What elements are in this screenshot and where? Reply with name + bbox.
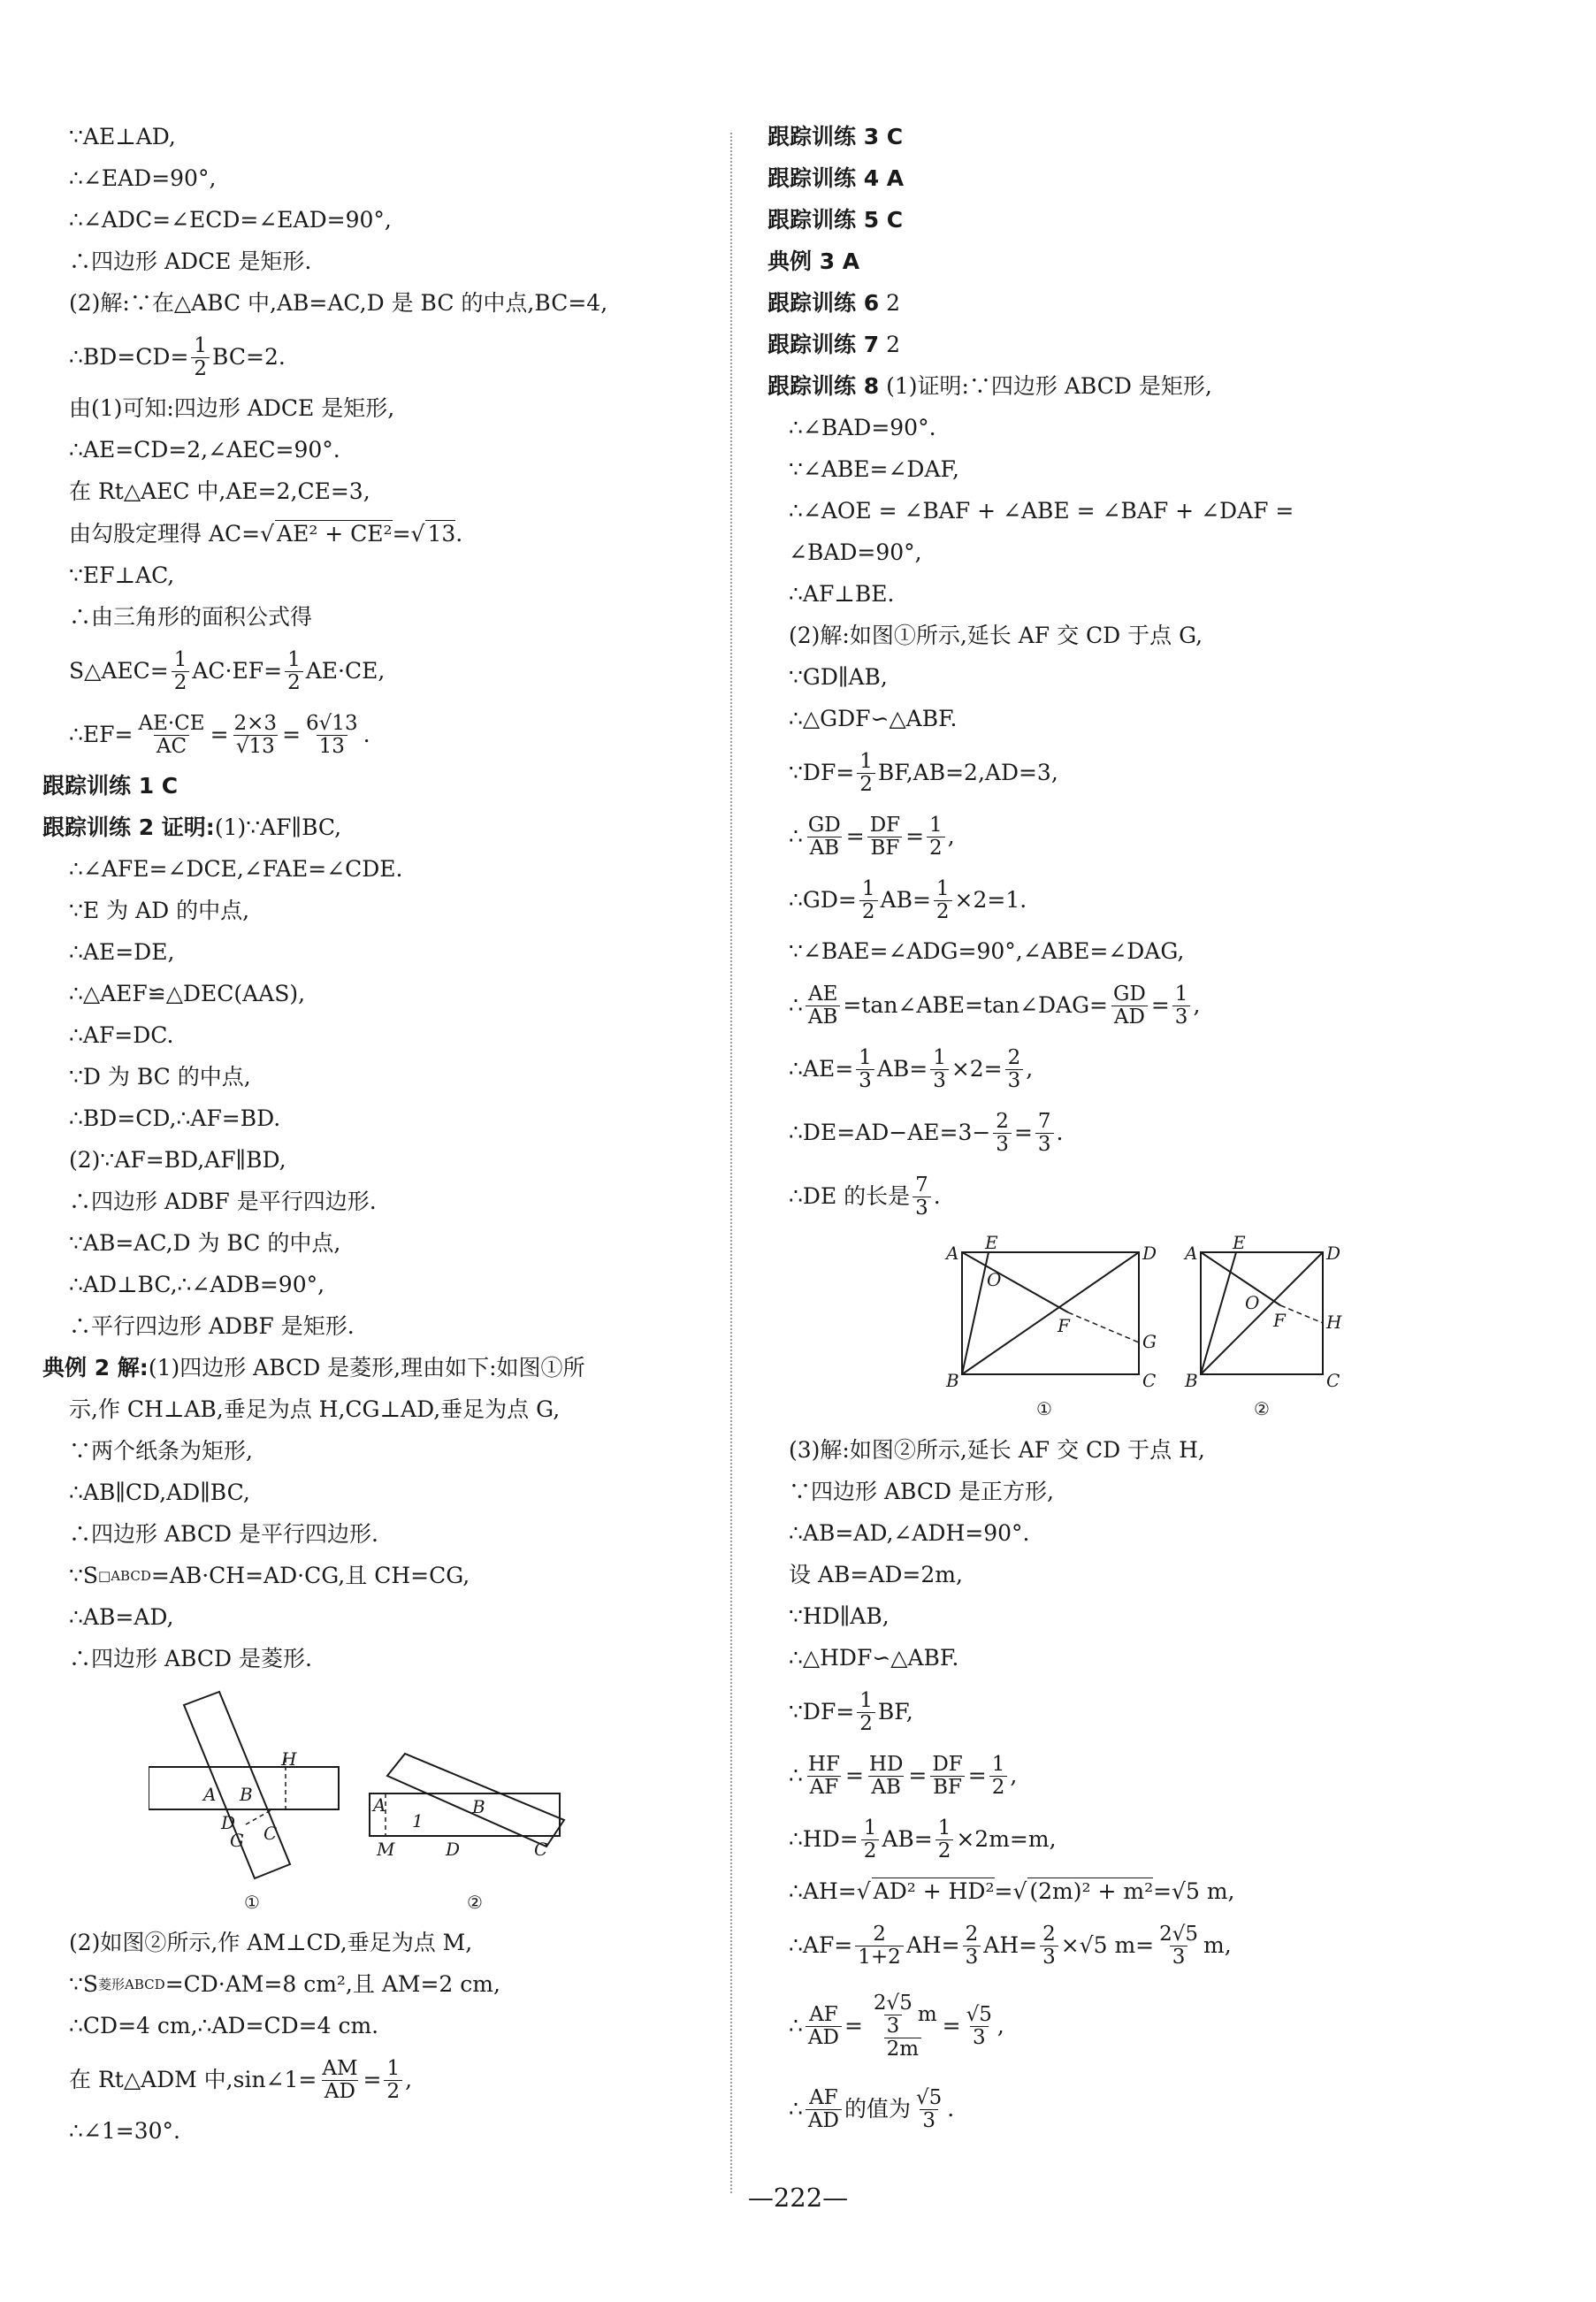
label-E: E [985, 1235, 998, 1253]
text-line: ∵∠ABE=∠DAF, [789, 456, 959, 482]
math-line: ∴BD=CD= $\frac{1}{2}$ BC=2. [69, 333, 286, 380]
fraction: $\frac{2}{3}$ [1040, 1923, 1058, 1969]
label-A: A [946, 1243, 959, 1264]
text-line: ∴AE=DE, [69, 939, 175, 965]
section-heading: 跟踪训练 4 A [767, 165, 905, 191]
text-line: 设 AB=AD=2m, [789, 1562, 963, 1587]
fraction: $\frac{1}{3}$ [1172, 983, 1191, 1029]
text-line: ∵S □ABCD =AB·CH=AD·CG,且 CH=CG, [69, 1563, 470, 1588]
fraction: $\frac{DF}{BF}$ [867, 814, 903, 860]
text-line: (2)解:如图①所示,延长 AF 交 CD 于点 G, [789, 623, 1203, 648]
fraction: $\frac{1}{2}$ [857, 1690, 875, 1735]
math-line: ∴EF= $\frac{AE\cdot CE}{AC}$ = $\frac{2\times 3}{√13}$ = $\frac{6√13}{13}$ . [69, 711, 370, 758]
figure-caption: ② [467, 1892, 483, 1913]
text-line: ∴△GDF∽△ABF. [789, 706, 958, 731]
fraction: $\frac{1}{2}$ [285, 649, 303, 694]
math-line: S△AEC= $\frac{1}{2}$ AC·EF= $\frac{1}{2}$ AE·CE, [69, 647, 386, 694]
text-line: ∴∠BAD=90°. [789, 415, 936, 440]
label-O: O [1245, 1292, 1260, 1313]
text-line: (2)∵AF=BD,AF∥BD, [69, 1147, 286, 1173]
fraction: $\frac{1}{2}$ [191, 335, 210, 380]
fraction: $\frac{1}{2}$ [857, 751, 875, 796]
text-line: ∴AD⊥BC,∴∠ADB=90°, [69, 1272, 325, 1297]
math-line: ∴DE 的长是 $\frac{7}{3}$ . [789, 1173, 941, 1220]
math-line: ∴AF= $\frac{2}{1+2}$ AH= $\frac{2}{3}$ AH= $\frac{2}{3}$ ×√5 m= $\frac{2√5}{3}$ m, [789, 1922, 1232, 1969]
fraction: $\frac{DF}{BF}$ [929, 1754, 965, 1799]
math-line: 在 Rt△ADM 中,sin∠1= $\frac{AM}{AD}$ = $\frac{1}{2}$ , [69, 2056, 413, 2103]
figure-rectangles [767, 1235, 1528, 1425]
fraction: $\frac{2\times 3}{√13}$ [233, 711, 278, 758]
text-line: ∴∠AOE = ∠BAF + ∠ABE = ∠BAF + ∠DAF = [789, 498, 1294, 524]
text-line: ∴∠EAD=90°, [69, 165, 217, 191]
text-line: ∴BD=CD,∴AF=BD. [69, 1105, 281, 1131]
text-line: ∵GD∥AB, [789, 664, 888, 690]
text-line: ∴∠ADC=∠ECD=∠EAD=90°, [69, 207, 392, 233]
label-M: M [377, 1839, 395, 1860]
fraction: $\frac{1}{2}$ [384, 2058, 402, 2103]
text-line: ∵HD∥AB, [789, 1603, 890, 1629]
label-1: 1 [412, 1810, 424, 1832]
sqrt: 13 [427, 521, 456, 547]
label-O: O [987, 1269, 1002, 1290]
right-column [767, 124, 1528, 2147]
section-heading: 跟踪训练 1 C [42, 773, 179, 799]
label-D: D [446, 1839, 461, 1860]
math-line: ∴ $\frac{AF}{AD}$ = $\frac{2√5}{3}$ m 2m = $\frac{√5}{3}$ , [789, 1991, 1004, 2061]
fraction: $\frac{1}{2}$ [989, 1754, 1008, 1799]
label-B: B [946, 1370, 959, 1391]
fraction: $\frac{GD}{AD}$ [1111, 983, 1149, 1029]
math-line: ∵DF= $\frac{1}{2}$ BF,AB=2,AD=3, [789, 749, 1058, 796]
math-line: ∴AH= √ AD² + HD² = √ (2m)² + m² =√5 m, [789, 1878, 1235, 1904]
fraction: $\frac{1}{2}$ [927, 814, 945, 860]
text-line: ∴∠1=30°. [69, 2118, 180, 2144]
label-A: A [373, 1794, 386, 1816]
text-line: ∴AE=CD=2,∠AEC=90°. [69, 437, 340, 463]
fraction: $\frac{2}{3}$ [1005, 1047, 1024, 1092]
fraction: $\frac{HD}{AB}$ [868, 1752, 904, 1799]
fraction: $\frac{AF}{AD}$ [806, 2004, 842, 2049]
text-line: ∵EF⊥AC, [69, 562, 175, 588]
math-line: 由勾股定理得 AC= √ AE² + CE² = √ 13 . [69, 520, 463, 547]
section-heading: 跟踪训练 6 2 [767, 290, 900, 316]
section-heading: 跟踪训练 7 2 [767, 332, 900, 357]
column-divider [730, 133, 732, 2193]
fraction: $\frac{2√5}{3}$ [1159, 1922, 1199, 1969]
label-D: D [1326, 1243, 1341, 1264]
label-G: G [230, 1830, 244, 1851]
label-B: B [240, 1784, 253, 1805]
section-heading: 典例 3 A [767, 249, 860, 274]
fraction: $\frac{√5}{3}$ [966, 2002, 992, 2049]
text-line: ∴四边形 ABCD 是平行四边形. [69, 1521, 378, 1547]
figure-paper-strips [42, 1687, 714, 1917]
math-line: ∴DE=AD−AE=3− $\frac{2}{3}$ = $\frac{7}{3}$ . [789, 1109, 1064, 1156]
text-line: ∵D 为 BC 的中点, [69, 1064, 251, 1090]
text-line: ∴AF=DC. [69, 1022, 174, 1048]
fraction: $\frac{GD}{AB}$ [807, 813, 841, 860]
text-line: 典例 2 解: (1)四边形 ABCD 是菱形,理由如下:如图①所 [42, 1355, 585, 1380]
text-line: 由(1)可知:四边形 ADCE 是矩形, [69, 395, 395, 421]
sqrt: (2m)² + m² [1029, 1878, 1154, 1904]
label-C: C [263, 1823, 278, 1844]
sqrt: AE² + CE² [277, 521, 393, 547]
fraction: $\frac{2}{1+2}$ [855, 1923, 904, 1969]
section-heading: 跟踪训练 8 (1)证明:∵四边形 ABCD 是矩形, [767, 373, 1212, 399]
label-A: A [203, 1784, 217, 1805]
fraction: $\frac{1}{2}$ [935, 1817, 954, 1862]
label-C: C [534, 1839, 548, 1860]
fraction: $\frac{2}{3}$ [963, 1923, 981, 1969]
fraction: $\frac{1}{3}$ [930, 1047, 949, 1092]
math-line: ∴ $\frac{GD}{AB}$ = $\frac{DF}{BF}$ = $\frac{1}{2}$ , [789, 813, 955, 860]
fraction: $\frac{1}{2}$ [934, 878, 952, 923]
math-line: ∴ $\frac{HF}{AF}$ = $\frac{HD}{AB}$ = $\frac{DF}{BF}$ = $\frac{1}{2}$ , [789, 1752, 1018, 1799]
fraction: $\frac{6√13}{13}$ [306, 711, 358, 758]
figure-caption: ② [1254, 1398, 1270, 1419]
figure-caption: ① [1036, 1398, 1052, 1419]
fraction: $\frac{AE}{AB}$ [806, 983, 841, 1029]
text-line: ∴四边形 ABCD 是菱形. [69, 1646, 312, 1671]
fraction: $\frac{AF}{AD}$ [806, 2087, 842, 2132]
fraction: $\frac{2}{3}$ [993, 1111, 1012, 1156]
label-C: C [1142, 1370, 1157, 1391]
math-line: ∴ $\frac{AE}{AB}$ =tan∠ABE=tan∠DAG= $\frac{GD}{AD}$ = $\frac{1}{3}$ , [789, 982, 1201, 1029]
label-F: F [1058, 1315, 1070, 1336]
math-line: ∴HD= $\frac{1}{2}$ AB= $\frac{1}{2}$ ×2m=m, [789, 1816, 1057, 1862]
label-B: B [472, 1796, 485, 1817]
text-line: ∴平行四边形 ADBF 是矩形. [69, 1313, 355, 1339]
text-line: ∴AB=AD, [69, 1604, 174, 1630]
fraction: $\frac{1}{3}$ [856, 1047, 874, 1092]
label-E: E [1233, 1235, 1246, 1253]
label-D: D [1142, 1243, 1157, 1264]
text-line: (2)解:∵在△ABC 中,AB=AC,D 是 BC 的中点,BC=4, [69, 290, 608, 316]
text-line: ∵AE⊥AD, [69, 124, 176, 149]
text-line: (2)如图②所示,作 AM⊥CD,垂足为点 M, [69, 1930, 473, 1955]
text-line: ∵E 为 AD 的中点, [69, 898, 250, 923]
sqrt: AD² + HD² [873, 1878, 995, 1904]
math-line: ∴GD= $\frac{1}{2}$ AB= $\frac{1}{2}$ ×2=1. [789, 876, 1027, 923]
left-column [42, 124, 714, 2160]
text-line: 示,作 CH⊥AB,垂足为点 H,CG⊥AD,垂足为点 G, [69, 1396, 561, 1422]
text-line: ∴△AEF≌△DEC(AAS), [69, 981, 306, 1006]
text-line: ∵四边形 ABCD 是正方形, [789, 1479, 1054, 1504]
fraction: $\frac{1}{2}$ [859, 878, 878, 923]
text-line: ∴四边形 ADCE 是矩形. [69, 249, 312, 274]
text-line: ∴AF⊥BE. [789, 581, 895, 607]
text-line: ∴∠AFE=∠DCE,∠FAE=∠CDE. [69, 856, 403, 882]
text-line: ∴AB∥CD,AD∥BC, [69, 1480, 250, 1505]
label-H: H [281, 1748, 297, 1770]
label-G: G [1142, 1331, 1157, 1352]
label-C: C [1326, 1370, 1340, 1391]
compound-fraction: $\frac{2√5}{3}$ m 2m [866, 1992, 940, 2061]
figure-caption: ① [244, 1892, 260, 1913]
text-line: ∴CD=4 cm,∴AD=CD=4 cm. [69, 2013, 379, 2038]
page-number: —222— [747, 2183, 849, 2213]
math-line: ∵DF= $\frac{1}{2}$ BF, [789, 1688, 913, 1735]
fraction: $\frac{AE\cdot CE}{AC}$ [138, 711, 205, 758]
fraction: $\frac{2√5}{3}$ [873, 1991, 913, 2038]
text-line: ∵AB=AC,D 为 BC 的中点, [69, 1230, 341, 1256]
text-line: ∵S 菱形ABCD =CD·AM=8 cm²,且 AM=2 cm, [69, 1971, 500, 1997]
section-heading: 跟踪训练 3 C [767, 124, 904, 149]
math-line: ∴ $\frac{AF}{AD}$ 的值为 $\frac{√5}{3}$ . [789, 2085, 955, 2132]
text-line: ∴△HDF∽△ABF. [789, 1645, 959, 1671]
fraction: $\frac{1}{2}$ [861, 1817, 880, 1862]
fraction: $\frac{1}{2}$ [172, 649, 190, 694]
label-F: F [1273, 1310, 1286, 1331]
label-H: H [1326, 1312, 1342, 1333]
fraction: $\frac{√5}{3}$ [915, 2085, 943, 2132]
text-line: 跟踪训练 2 证明: (1)∵AF∥BC, [42, 814, 342, 840]
section-heading: 跟踪训练 5 C [767, 207, 904, 233]
label-A: A [1185, 1243, 1198, 1264]
label-D: D [221, 1812, 236, 1833]
fraction: $\frac{HF}{AF}$ [807, 1752, 840, 1799]
text-line: ∠BAD=90°, [789, 539, 922, 565]
text-line: ∴由三角形的面积公式得 [69, 604, 313, 630]
math-line: ∴AE= $\frac{1}{3}$ AB= $\frac{1}{3}$ ×2= $\frac{2}{3}$ , [789, 1045, 1034, 1092]
fraction: $\frac{7}{3}$ [1035, 1111, 1054, 1156]
label-B: B [1185, 1370, 1198, 1391]
text-line: 在 Rt△AEC 中,AE=2,CE=3, [69, 478, 370, 504]
fraction: $\frac{7}{3}$ [913, 1174, 931, 1220]
text-line: ∴AB=AD,∠ADH=90°. [789, 1520, 1030, 1546]
text-line: (3)解:如图②所示,延长 AF 交 CD 于点 H, [789, 1437, 1205, 1463]
fraction: $\frac{AM}{AD}$ [322, 2056, 358, 2103]
text-line: ∵两个纸条为矩形, [69, 1438, 253, 1464]
text-line: ∵∠BAE=∠ADG=90°,∠ABE=∠DAG, [789, 938, 1185, 964]
text-line: ∴四边形 ADBF 是平行四边形. [69, 1189, 377, 1214]
